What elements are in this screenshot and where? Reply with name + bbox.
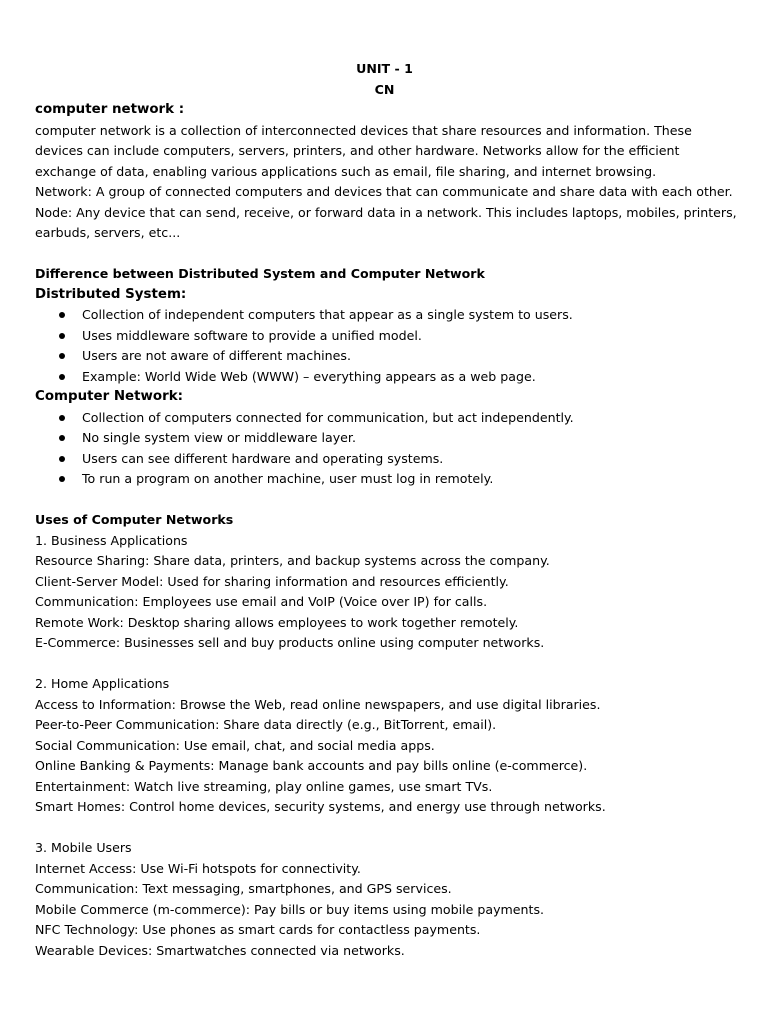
bullet-icon [59,456,65,462]
text-line: devices can include computers, servers, printers, and other hardware. Networks allow for the efficient [35,143,680,158]
list-item-text: Collection of independent computers that appear as a single system to users. [82,307,573,322]
mobile-users-title: 3. Mobile Users [35,840,132,855]
unit-title: UNIT - 1 [356,61,413,76]
text-line: Peer-to-Peer Communication: Share data directly (e.g., BitTorrent, email). [35,717,497,732]
list-item-text: Uses middleware software to provide a unified model. [82,327,422,343]
bullet-icon [59,374,65,380]
spacer [35,490,734,511]
text-line: Resource Sharing: Share data, printers, and backup systems across the company. [35,553,550,568]
list-item [35,408,734,429]
home-applications-title: 2. Home Applications [35,676,170,691]
bullet-icon [59,353,65,359]
text-line: Mobile Commerce (m-commerce): Pay bills or buy items using mobile payments. [35,901,545,917]
spacer [35,654,734,675]
text-line: Communication: Employees use email and VoIP (Voice over IP) for calls. [35,594,488,609]
text-line: Smart Homes: Control home devices, security systems, and energy use through networks. [35,799,606,814]
computer-network-list [35,408,734,490]
spacer [35,818,734,839]
text-line: Communication: Text messaging, smartphones, and GPS services. [35,881,452,896]
uses-heading: Uses of Computer Networks [35,512,234,527]
list-item-text: Collection of computers connected for communication, but act independently. [82,409,574,425]
list-item-text: To run a program on another machine, user must log in remotely. [82,471,494,486]
list-item-text: Users can see different hardware and operating systems. [82,450,444,466]
bullet-icon [59,312,65,318]
text-line: Network: A group of connected computers and devices that can communicate and share data with each other. [35,184,733,199]
list-item [35,428,734,449]
difference-heading: Difference between Distributed System and Computer Network [35,266,485,281]
list-item [35,326,734,347]
bullet-icon [59,415,65,421]
text-line: computer network is a collection of interconnected devices that share resources and information. These [35,122,692,138]
bullet-icon [59,435,65,441]
text-line: earbuds, servers, etc... [35,225,181,240]
text-line: Wearable Devices: Smartwatches connected via networks. [35,942,405,958]
list-item [35,305,734,326]
list-item [35,469,734,490]
text-line: Node: Any device that can send, receive, or forward data in a network. This includes laptops, mobiles, printers, [35,204,737,220]
text-line: NFC Technology: Use phones as smart cards for contactless payments. [35,922,481,937]
text-line: Social Communication: Use email, chat, and social media apps. [35,737,435,753]
list-item-text: Example: World Wide Web (WWW) – everything appears as a web page. [82,368,536,384]
text-line: Entertainment: Watch live streaming, play online games, use smart TVs. [35,778,493,794]
text-line: Internet Access: Use Wi-Fi hotspots for connectivity. [35,860,361,876]
bullet-icon [59,333,65,339]
text-line: Online Banking & Payments: Manage bank accounts and pay bills online (e-commerce). [35,758,588,773]
text-line: Access to Information: Browse the Web, read online newspapers, and use digital libraries. [35,696,601,712]
distributed-system-list [35,305,734,387]
text-line: Remote Work: Desktop sharing allows employees to work together remotely. [35,614,519,630]
business-applications-title: 1. Business Applications [35,532,188,548]
distributed-system-heading: Distributed System: [35,286,187,302]
text-line: exchange of data, enabling various applications such as email, file sharing, and internet browsing. [35,163,657,179]
subject-title: CN [374,81,395,97]
computer-network-heading: Computer Network: [35,389,183,404]
list-item-text: No single system view or middleware layer. [82,430,356,445]
list-item-text: Users are not aware of different machines. [82,348,351,363]
list-item [35,346,734,367]
spacer [35,244,734,265]
bullet-icon [59,476,65,482]
list-item [35,449,734,470]
list-item [35,367,734,388]
intro-heading: computer network : [35,102,185,117]
text-line: Client-Server Model: Used for sharing information and resources efficiently. [35,573,509,589]
intro-paragraph [35,121,737,244]
text-line: E-Commerce: Businesses sell and buy products online using computer networks. [35,635,545,650]
